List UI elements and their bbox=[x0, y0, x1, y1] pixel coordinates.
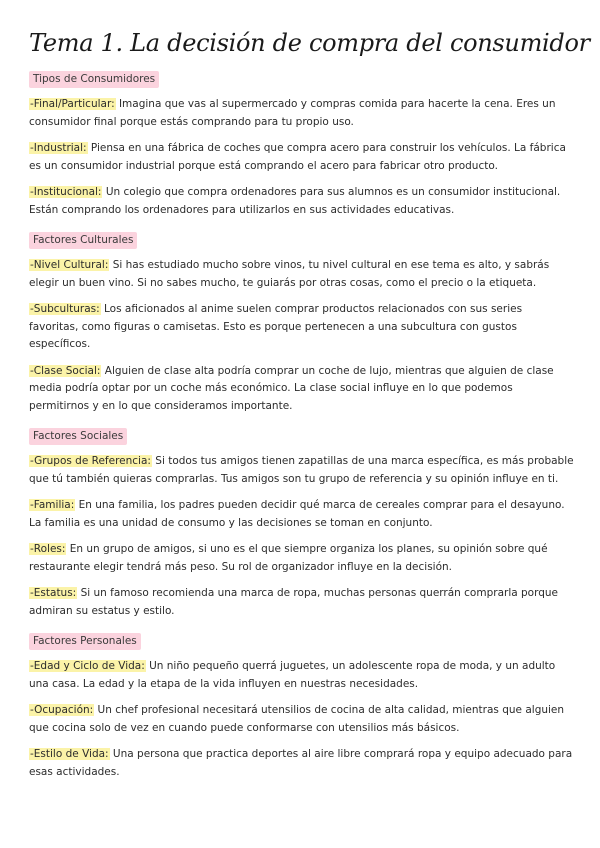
entry-term: -Industrial: bbox=[30, 142, 87, 154]
entry-text: Un chef profesional necesitará utensilios de cocina de alta calidad, mientras que alguien que cocina solo de vez en cuando puede conformarse con utensilios más básicos. bbox=[29, 704, 565, 734]
entry-term: -Estilo de Vida: bbox=[30, 748, 109, 760]
section bbox=[29, 629, 574, 781]
sections-container bbox=[29, 67, 574, 781]
entry-paragraph bbox=[29, 658, 574, 693]
entry-paragraph bbox=[29, 301, 574, 354]
entry-paragraph bbox=[29, 257, 574, 292]
entry-term: -Grupos de Referencia: bbox=[30, 455, 151, 467]
entry-paragraph bbox=[29, 96, 574, 131]
entry-term: -Final/Particular: bbox=[30, 98, 115, 110]
section bbox=[29, 67, 574, 219]
entry-paragraph bbox=[29, 585, 574, 620]
entry-text: Si has estudiado mucho sobre vinos, tu nivel cultural en ese tema es alto, y sabrás elegir un buen vino. Si no sabes mucho, te guiarás por otras cosas, como el precio o la etiqueta. bbox=[29, 259, 550, 289]
entry-text: Los aficionados al anime suelen comprar productos relacionados con sus series favoritas, como figuras o camisetas. Esto es porque pertenecen a una subcultura con gustos específicos. bbox=[29, 303, 523, 350]
entry-term: -Nivel Cultural: bbox=[30, 259, 109, 271]
entry-text: Si todos tus amigos tienen zapatillas de una marca específica, es más probable que tú también quieras comprarlas. Tus amigos son tu grupo de referencia y su opinión influye en ti. bbox=[29, 455, 574, 485]
entry-paragraph bbox=[29, 184, 574, 219]
entry-term: -Ocupación: bbox=[30, 704, 94, 716]
entry-term: -Edad y Ciclo de Vida: bbox=[30, 660, 145, 672]
entry-paragraph bbox=[29, 702, 574, 737]
entry-text: Una persona que practica deportes al aire libre comprará ropa y equipo adecuado para esas actividades. bbox=[29, 748, 573, 778]
entry-term: -Roles: bbox=[30, 543, 66, 555]
entry-text: Si un famoso recomienda una marca de ropa, muchas personas querrán comprarla porque admiran su estatus y estilo. bbox=[29, 587, 559, 617]
entry-text: En una familia, los padres pueden decidir qué marca de cereales comprar para el desayuno. La familia es una unidad de consumo y las decisiones se toman en conjunto. bbox=[29, 499, 565, 529]
entry-text: Piensa en una fábrica de coches que compra acero para construir los vehículos. La fábrica es un consumidor industrial porque está comprando el acero para fabricar otro producto. bbox=[29, 142, 566, 172]
entry-text: Un niño pequeño querrá juguetes, un adolescente ropa de moda, y un adulto una casa. La edad y la etapa de la vida influyen en nuestras necesidades. bbox=[29, 660, 556, 690]
entry-term: -Subculturas: bbox=[30, 303, 100, 315]
entry-term: -Familia: bbox=[30, 499, 75, 511]
entry-paragraph bbox=[29, 541, 574, 576]
entry-paragraph bbox=[29, 453, 574, 488]
entry-term: -Clase Social: bbox=[30, 364, 101, 377]
section bbox=[29, 424, 574, 620]
entry-text: Alguien de clase alta podría comprar un coche de lujo, mientras que alguien de clase media podría optar por un coche más económico. La clase social influye en lo que podemos permitirnos y en lo que consideramos importante. bbox=[29, 364, 554, 412]
entry-term: -Estatus: bbox=[30, 587, 77, 599]
section bbox=[29, 228, 574, 415]
entry-paragraph bbox=[29, 746, 574, 781]
page-title: Tema 1. La decisión de compra del consumidor bbox=[29, 29, 590, 57]
entry-paragraph bbox=[29, 363, 574, 416]
section-heading: Factores Sociales bbox=[29, 428, 127, 445]
entry-text: En un grupo de amigos, si uno es el que siempre organiza los planes, su opinión sobre qué restaurante elegir tendrá más peso. Su rol de organizador influye en la decisión. bbox=[29, 543, 548, 573]
entry-text: Imagina que vas al supermercado y compras comida para hacerte la cena. Eres un consumidor final porque estás comprando para tu propio uso. bbox=[29, 98, 556, 128]
entry-paragraph bbox=[29, 140, 574, 175]
entry-term: -Institucional: bbox=[30, 186, 102, 198]
section-heading: Factores Culturales bbox=[29, 232, 137, 249]
entry-paragraph bbox=[29, 497, 574, 532]
section-heading: Factores Personales bbox=[29, 633, 141, 650]
entry-text: Un colegio que compra ordenadores para sus alumnos es un consumidor institucional. Están comprando los ordenadores para utilizarlos en sus actividades educativas. bbox=[29, 186, 561, 216]
section-heading: Tipos de Consumidores bbox=[29, 71, 159, 88]
